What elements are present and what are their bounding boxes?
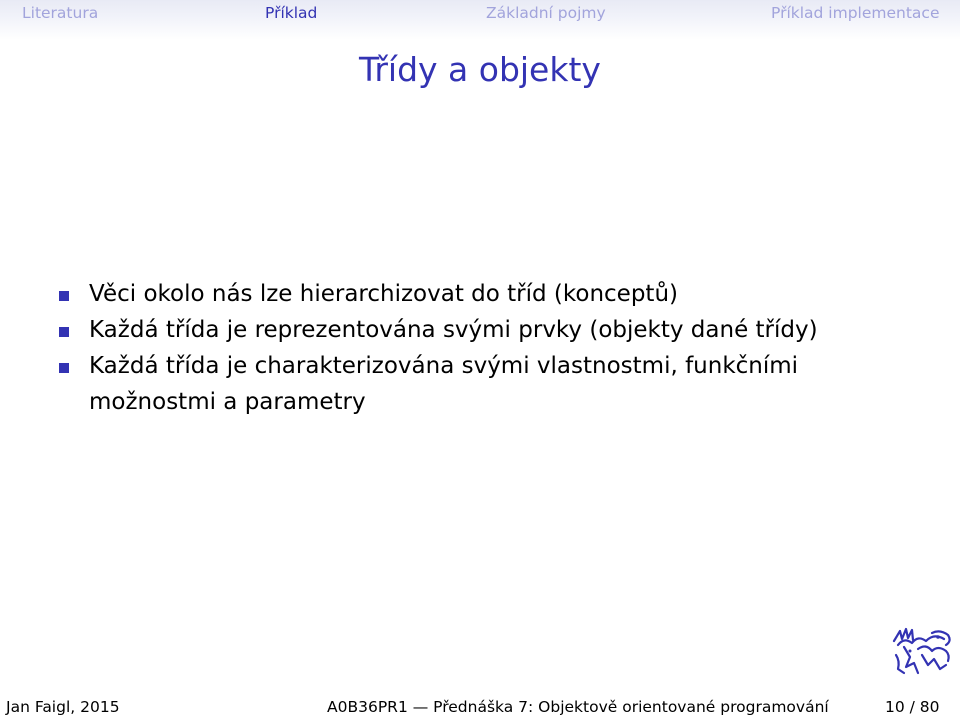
footer-lecture-title: A0B36PR1 — Přednáška 7: Objektově orientované programování — [327, 698, 829, 716]
bullet-text: Každá třída je reprezentována svými prvky (objekty dané třídy) — [89, 317, 818, 343]
nav-link-zakladni-pojmy[interactable]: Základní pojmy — [486, 4, 606, 22]
square-bullet-icon — [59, 291, 69, 301]
top-navigation-bar — [0, 0, 960, 40]
slide-title: Třídy a objekty — [359, 50, 601, 89]
bullet-text: Věci okolo nás lze hierarchizovat do tříd (konceptů) — [89, 281, 679, 307]
bullet-list — [58, 276, 918, 420]
bullet-item — [58, 276, 918, 312]
bullet-item — [58, 348, 918, 420]
square-bullet-icon — [59, 363, 69, 373]
nav-link-literatura[interactable]: Literatura — [22, 4, 99, 22]
bullet-text: Každá třída je charakterizována svými vlastnostmi, funkčními možnostmi a parametry — [89, 353, 799, 415]
bullet-item — [58, 312, 918, 348]
square-bullet-icon — [59, 327, 69, 337]
footer-author: Jan Faigl, 2015 — [6, 698, 120, 716]
nav-link-priklad[interactable]: Příklad — [265, 4, 318, 22]
nav-link-priklad-implementace[interactable]: Příklad implementace — [771, 4, 940, 22]
footer-page-number: 10 / 80 — [885, 698, 940, 716]
ctu-lion-logo-icon — [888, 625, 954, 677]
